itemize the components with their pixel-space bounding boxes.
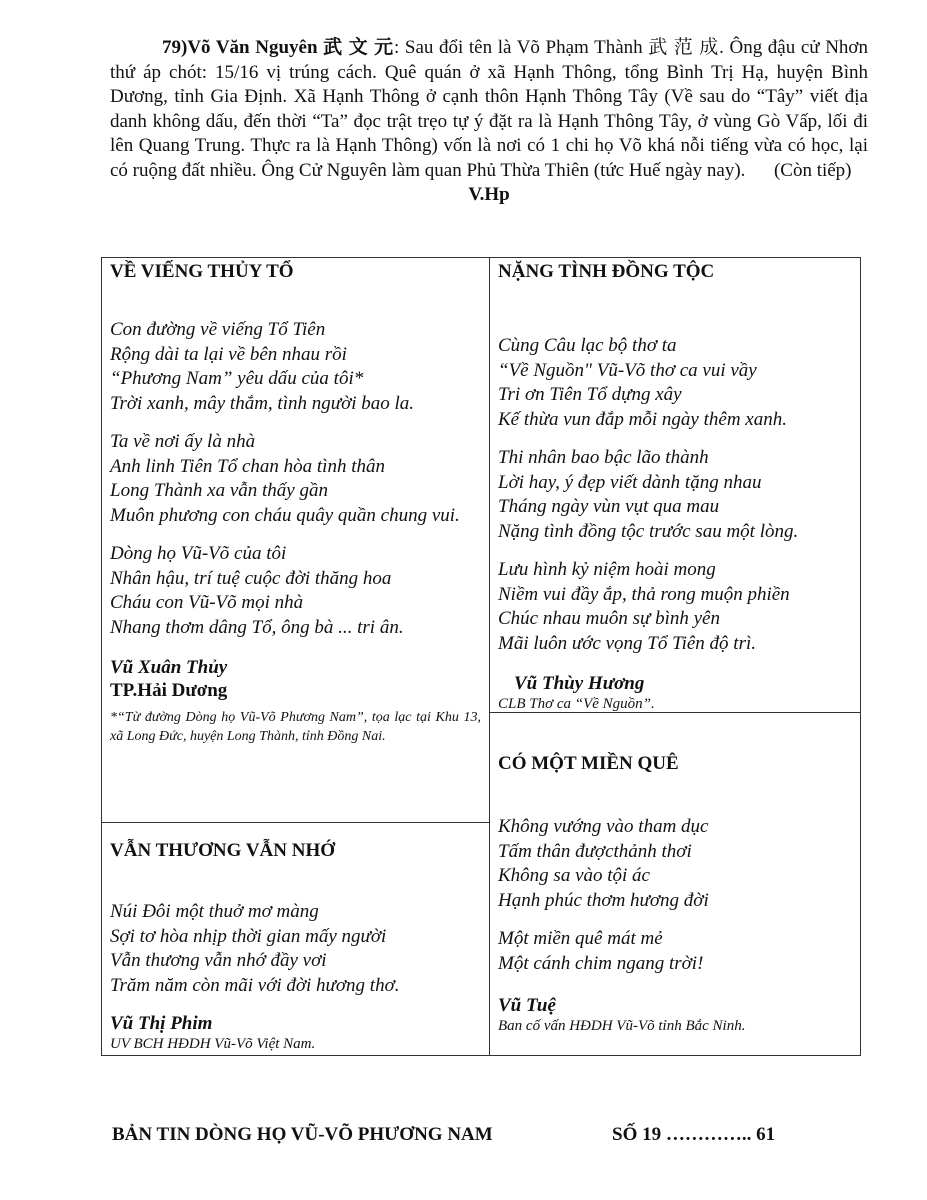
intro-signature: V.Hp [468,184,510,205]
poem-stanza: Dòng họ Vũ-Võ của tôi Nhân hậu, trí tuệ cuộc đời thăng hoa Cháu con Vũ-Võ mọi nhà Nhang thơm dâng Tổ, ông bà ... tri ân. [110,543,404,638]
author-role: UV BCH HĐDH Vũ-Võ Việt Nam. [110,1036,316,1052]
continued-note: (Còn tiếp) [773,159,852,181]
poem-stanza: Ta về nơi ấy là nhà Anh linh Tiên Tổ chan hòa tình thân Long Thành xa vẫn thấy gần Muôn phương con cháu quây quần chung vui. [110,431,460,526]
poem-stanza: Con đường về viếng Tổ Tiên Rộng dài ta lại về bên nhau rồi “Phương Nam” yêu dấu của tôi* Trời xanh, mây thắm, tình người bao la. [110,319,415,414]
footer-page-number: SỐ 19 ………….. 61 [612,1124,776,1145]
poem-stanza: Thi nhân bao bậc lão thành Lời hay, ý đẹp viết dành tặng nhau Tháng ngày vùn vụt qua mau Nặng tình đồng tộc trước sau một lòng. [498,447,799,542]
author-role: CLB Thơ ca “Về Nguồn”. [498,696,655,712]
poem-author: Vũ Thùy Hương [514,673,645,694]
poem-stanza: Cùng Câu lạc bộ thơ ta “Về Nguồn" Vũ-Võ thơ ca vui vầy Tri ơn Tiên Tổ dựng xây Kế thừa vun đắp mỗi ngày thêm xanh. [498,335,787,430]
poem-author: Vũ Xuân Thủy [110,657,228,678]
intro-paragraph [110,36,868,183]
poem-box-co-mot-mien-que [489,712,861,1056]
intro-body-text: : Sau đổi tên là Võ Phạm Thành 武 范 成. Ông đậu cử Nhơn thứ áp chót: 15/16 vị trúng cách. Quê quán ở xã Hạnh Thông, tổng Bình Trị Hạ, huyện Bình Dương, tỉnh Gia Định. Xã Hạnh Thông ở cạnh thôn Hạnh Thông Tây (Về sau do “Tây” viết địa danh không dấu, đến thời “Ta” đọc trật trẹo tự ý đặt ra là Hạnh Thông Tây, ở vùng Gò Vấp, lối đi lên Quang Trung. Thực ra là Hạnh Thông) vốn là nơi có 1 chi họ Võ khá nỗi tiếng vừa có học, lại có ruộng đất nhiều. Ông Cử Nguyên làm quan Phủ Thừa Thiên (tức Huế ngày nay). [110,37,868,181]
poem-stanza: Núi Đôi một thuở mơ màng Sợi tơ hòa nhịp thời gian mấy người Vẫn thương vẫn nhớ đầy vơi Trăm năm còn mãi với đời hương thơ. [110,901,400,996]
article-intro [110,36,868,208]
poem-stanza: Không vướng vào tham dục Tấm thân đượcthảnh thơi Không sa vào tội ác Hạnh phúc thơm hương đời [498,816,709,911]
poem-author: Vũ Thị Phim [110,1013,213,1034]
poem-box-van-thuong-van-nho [101,822,490,1056]
author-role: Ban cố vấn HĐDH Vũ-Võ tỉnh Bắc Ninh. [498,1018,746,1034]
footnote: *“Từ đường Dòng họ Vũ-Võ Phương Nam”, tọa lạc tại Khu 13, xã Long Đức, huyện Long Thành, tỉnh Đồng Nai. [110,710,481,744]
author-place: TP.Hải Dương [110,680,228,701]
poem-box-ve-vieng-thuy-to [101,257,490,823]
poem-author: Vũ Tuệ [498,995,556,1016]
intro-number-heading: 79)Võ Văn Nguyên 武 文 元 [162,37,394,58]
poem-title: NẶNG TÌNH ĐỒNG TỘC [498,261,715,282]
poem-stanza: Lưu hình kỷ niệm hoài mong Niềm vui đầy ắp, thả rong muộn phiền Chúc nhau muôn sự bình yên Mãi luôn ước vọng Tổ Tiên độ trì. [498,559,790,654]
poem-title: CÓ MỘT MIỀN QUÊ [498,753,679,774]
poem-stanza: Một miền quê mát mẻ Một cánh chim ngang trời! [498,928,704,974]
poem-title: VẪN THƯƠNG VẪN NHỚ [110,840,336,861]
poem-box-nang-tinh-dong-toc [489,257,861,713]
poem-title: VỀ VIẾNG THỦY TỔ [110,261,294,282]
footer-publication: BẢN TIN DÒNG HỌ VŨ-VÕ PHƯƠNG NAM [112,1124,493,1145]
